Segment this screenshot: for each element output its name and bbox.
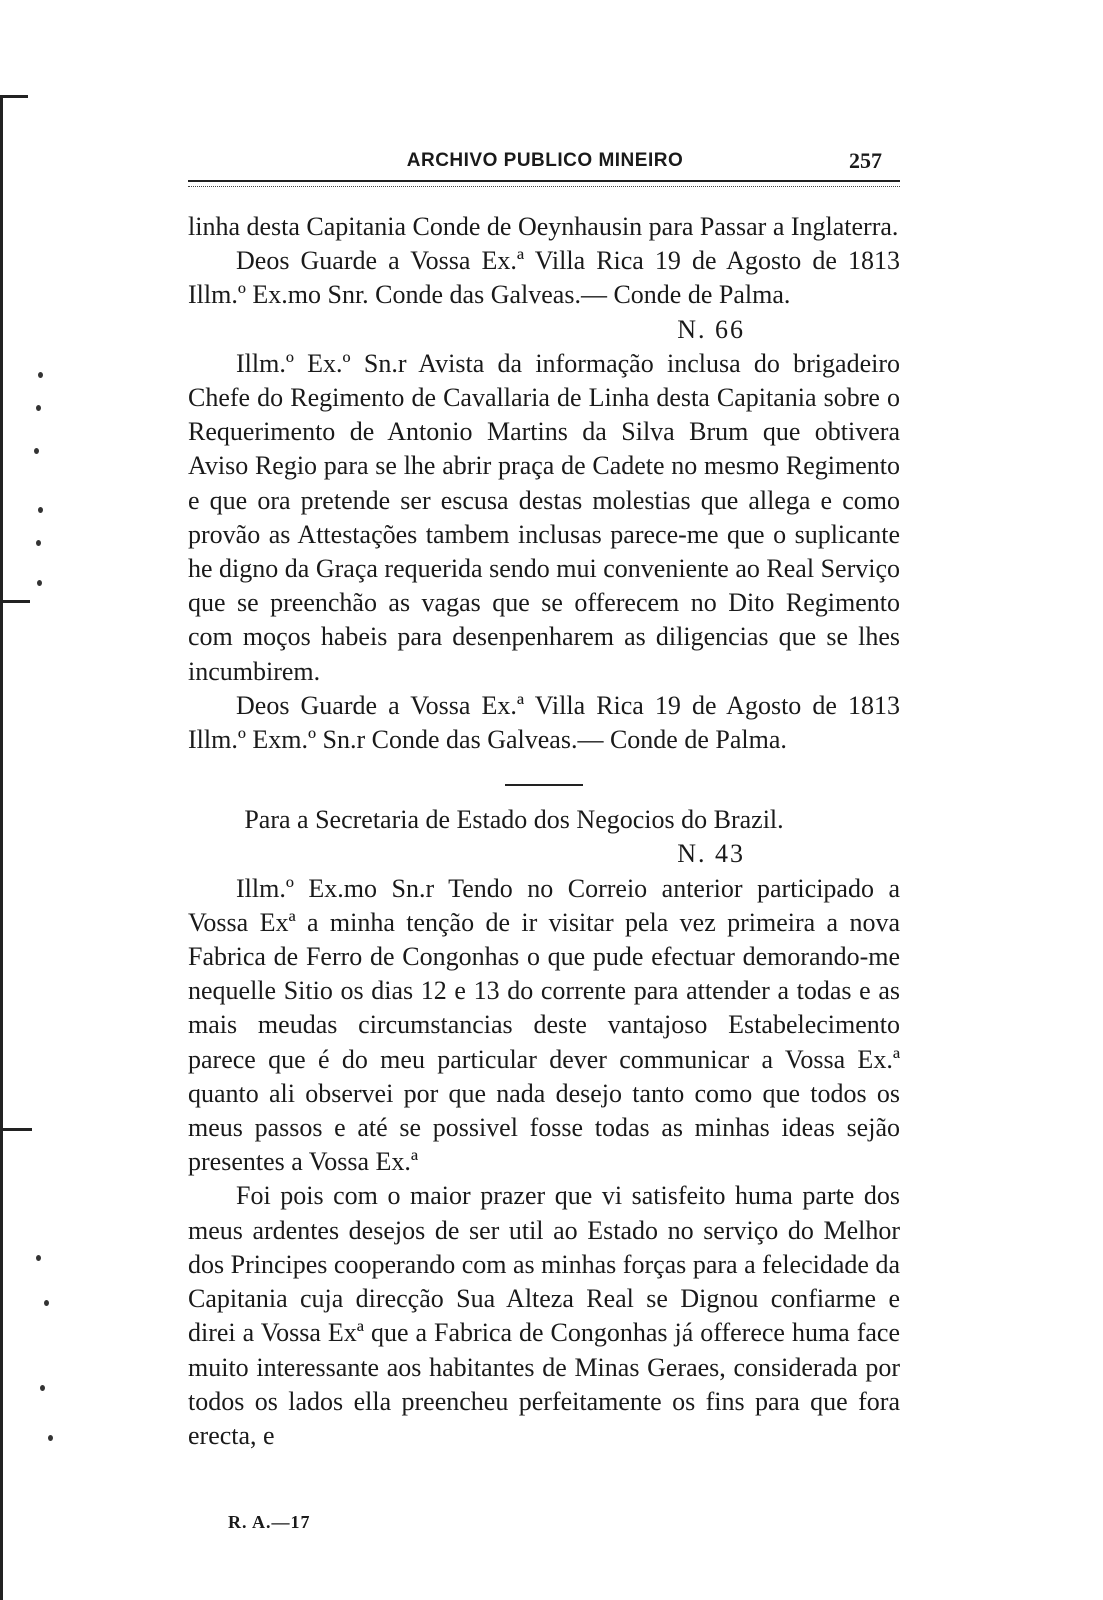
- scan-speck: [37, 580, 42, 586]
- page-number: 257: [849, 148, 882, 173]
- signature-mark: R. A.—17: [228, 1512, 311, 1532]
- paragraph: Foi pois com o maior prazer que vi satisfeito huma parte dos meus ardentes desejos de ser util ao Estado no serviço do Melhor dos Principes cooperando com as minhas forças para a felecidade da Capitania cuja direcção Sua Alteza Real se Dignou confiarme e direi a Vossa Exª que a Fabrica de Congonhas já offerece huma face muito interessante aos habitantes de Minas Geraes, considerada por todos os lados ella preencheu perfeitamente os fins para que fora erecta, e: [188, 1181, 900, 1450]
- scan-speck: [48, 1435, 53, 1441]
- scan-speck: [36, 1255, 41, 1261]
- scan-speck: [44, 1300, 49, 1306]
- binding-mark: [0, 95, 28, 98]
- paragraph: Illm.º Ex.mo Sn.r Tendo no Correio anterior participado a Vossa Exª a minha tenção de ir visitar pela vez primeira a nova Fabrica de Ferro de Congonhas o que pude efectuar demorando-me nequelle Sitio os dias 12 e 13 do corrente para attender a todas e as mais meudas circumstancias deste vantajoso Estabelecimento parece que é do meu particular dever communicar a Vossa Ex.ª quanto ali observei por que nada desejo tanto como que todos os meus passos e até se possivel fosse todas as minhas ideas sejão presentes a Vossa Ex.ª: [188, 873, 900, 1177]
- page-header: [190, 148, 900, 178]
- running-head: ARCHIVO PUBLICO MINEIRO: [406, 150, 684, 171]
- scan-speck: [34, 448, 39, 454]
- paragraph: Deos Guarde a Vossa Ex.ª Villa Rica 19 de Agosto de 1813 Illm.º Exm.º Sn.r Conde das Galveas.— Conde de Palma.: [188, 690, 900, 755]
- scan-speck: [38, 507, 43, 513]
- letter-number: N. 43: [677, 839, 745, 869]
- scan-speck: [36, 540, 41, 546]
- scan-speck: [38, 372, 43, 378]
- binding-edge: [0, 95, 3, 1600]
- paragraph: Illm.º Ex.º Sn.r Avista da informação inclusa do brigadeiro Chefe do Regimento de Cavallaria de Linha desta Capitania sobre o Requerimento de Antonio Martins da Silva Brum que obtivera Aviso Regio para se lhe abrir praça de Cadete no mesmo Regimento e que ora pretende ser escusa destas molestias que allega e como provão as Attestações tambem inclusas parece-me que o suplicante he digno da Graça requerida sendo mui conveniente ao Real Serviço que se preenchão as vagas que se offerecem no Dito Regimento com moços habeis para desenpenharem as diligencias que se lhes incumbirem.: [188, 348, 900, 686]
- section-title: Para a Secretaria de Estado dos Negocios do Brazil.: [244, 805, 784, 835]
- letter-number: N. 66: [677, 314, 745, 344]
- paragraph: linha desta Capitania Conde de Oeynhausin para Passar a Inglaterra.: [188, 212, 899, 241]
- binding-mark: [0, 600, 30, 603]
- page-body: [188, 210, 900, 1453]
- binding-mark: [0, 1128, 32, 1131]
- header-rule: [188, 180, 900, 187]
- paragraph: Deos Guarde a Vossa Ex.ª Villa Rica 19 de Agosto de 1813 Illm.º Ex.mo Snr. Conde das Galveas.— Conde de Palma.: [188, 246, 900, 310]
- section-separator: [505, 784, 583, 786]
- scan-speck: [36, 405, 41, 411]
- scan-speck: [40, 1385, 45, 1391]
